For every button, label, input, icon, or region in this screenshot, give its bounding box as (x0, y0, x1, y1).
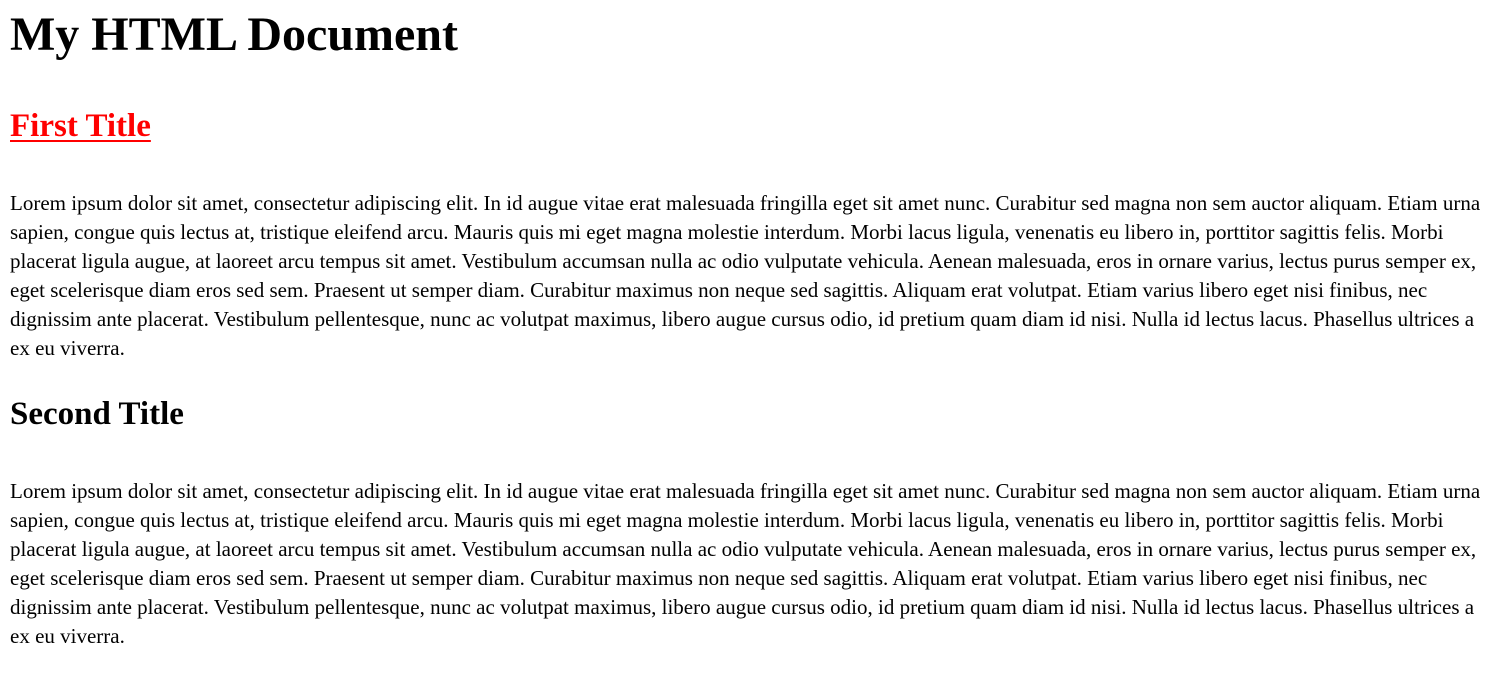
section-first (10, 107, 1490, 363)
document-page (0, 8, 1500, 651)
first-title-heading: First Title (10, 108, 151, 144)
second-section-paragraph: Lorem ipsum dolor sit amet, consectetur adipiscing elit. In id augue vitae erat malesuada fringilla eget sit amet nunc. Curabitur sed magna non sem auctor aliquam. Etiam urna sapien, congue quis lectus at, tristique eleifend arcu. Mauris quis mi eget magna molestie interdum. Morbi lacus ligula, venenatis eu libero in, porttitor sagittis felis. Morbi placerat ligula augue, at laoreet arcu tempus sit amet. Vestibulum accumsan nulla ac odio vulputate vehicula. Aenean malesuada, eros in ornare varius, lectus purus semper ex, eget scelerisque diam eros sed sem. Praesent ut semper diam. Curabitur maximus non neque sed sagittis. Aliquam erat volutpat. Etiam varius libero eget nisi finibus, nec dignissim ante placerat. Vestibulum pellentesque, nunc ac volutpat maximus, libero augue cursus odio, id pretium quam diam id nisi. Nulla id lectus lacus. Phasellus ultrices a ex eu viverra. (10, 479, 1481, 648)
page-title: My HTML Document (10, 8, 458, 61)
second-title-heading: Second Title (10, 396, 184, 432)
section-second (10, 395, 1490, 651)
first-section-paragraph: Lorem ipsum dolor sit amet, consectetur adipiscing elit. In id augue vitae erat malesuada fringilla eget sit amet nunc. Curabitur sed magna non sem auctor aliquam. Etiam urna sapien, congue quis lectus at, tristique eleifend arcu. Mauris quis mi eget magna molestie interdum. Morbi lacus ligula, venenatis eu libero in, porttitor sagittis felis. Morbi placerat ligula augue, at laoreet arcu tempus sit amet. Vestibulum accumsan nulla ac odio vulputate vehicula. Aenean malesuada, eros in ornare varius, lectus purus semper ex, eget scelerisque diam eros sed sem. Praesent ut semper diam. Curabitur maximus non neque sed sagittis. Aliquam erat volutpat. Etiam varius libero eget nisi finibus, nec dignissim ante placerat. Vestibulum pellentesque, nunc ac volutpat maximus, libero augue cursus odio, id pretium quam diam id nisi. Nulla id lectus lacus. Phasellus ultrices a ex eu viverra. (10, 191, 1481, 360)
